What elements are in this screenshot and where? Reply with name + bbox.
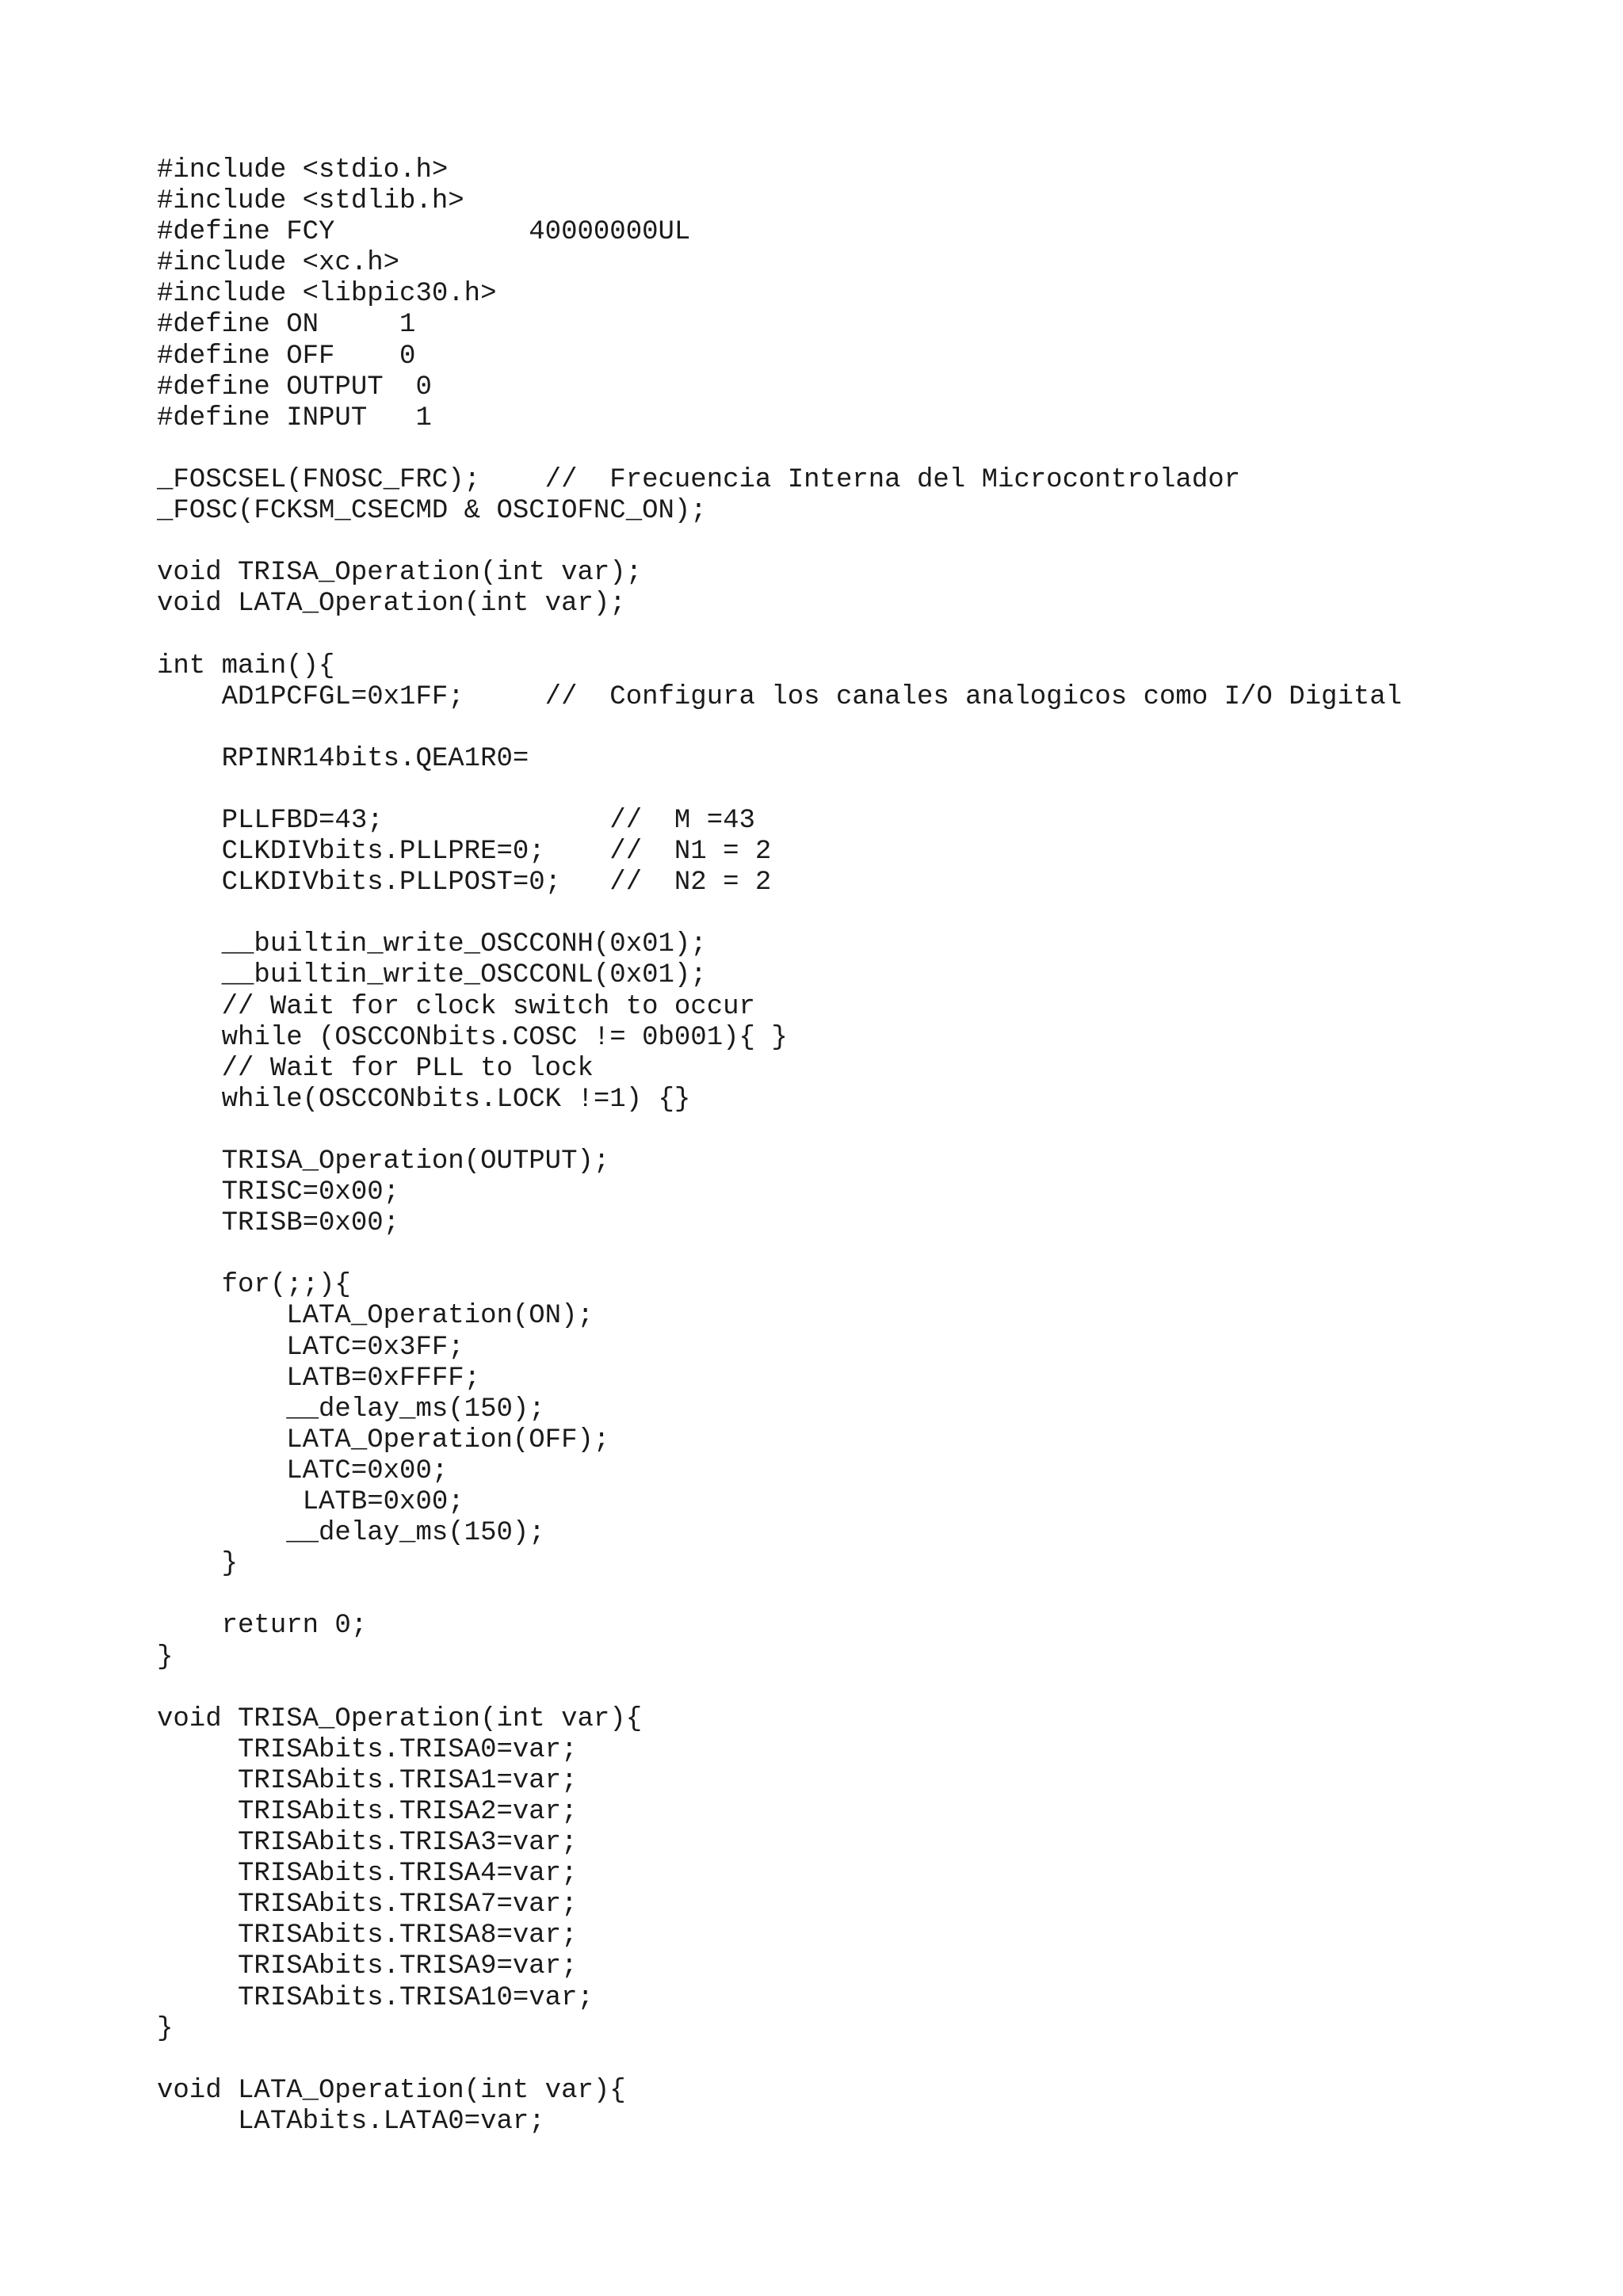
code-line: TRISAbits.TRISA0=var;: [157, 1734, 578, 1765]
code-line: while(OSCCONbits.LOCK !=1) {}: [157, 1084, 691, 1115]
code-line: CLKDIVbits.PLLPRE=0; // N1 = 2: [157, 837, 772, 868]
code-line: LATA_Operation(OFF);: [157, 1425, 610, 1455]
code-line: void LATA_Operation(int var);: [157, 589, 626, 620]
code-line: _FOSCSEL(FNOSC_FRC); // Frecuencia Interna del Microcontrolador: [157, 464, 1241, 495]
code-line: AD1PCFGL=0x1FF; // Configura los canales analogicos como I/O Digital: [157, 681, 1403, 712]
code-line: [157, 713, 1583, 744]
code-line: LATC=0x3FF;: [157, 1332, 464, 1363]
code-line: TRISAbits.TRISA9=var;: [157, 1951, 578, 1982]
code-line: void TRISA_Operation(int var){: [157, 1703, 643, 1734]
code-line: [157, 434, 1583, 465]
code-line: #include <libpic30.h>: [157, 279, 497, 310]
code-line: __delay_ms(150);: [157, 1518, 545, 1549]
code-line: TRISC=0x00;: [157, 1177, 400, 1208]
code-line: TRISB=0x00;: [157, 1208, 400, 1239]
code-line: return 0;: [157, 1611, 368, 1642]
code-line: TRISAbits.TRISA3=var;: [157, 1828, 578, 1859]
code-line: LATAbits.LATA0=var;: [157, 2106, 545, 2137]
code-line: }: [157, 1642, 174, 1672]
code-line: void LATA_Operation(int var){: [157, 2075, 626, 2106]
code-line: #include <xc.h>: [157, 248, 400, 279]
code-line: #define INPUT 1: [157, 402, 432, 433]
code-line: [157, 2045, 1583, 2076]
code-line: for(;;){: [157, 1270, 351, 1301]
code-line: TRISAbits.TRISA10=var;: [157, 1982, 594, 2013]
code-line: CLKDIVbits.PLLPOST=0; // N2 = 2: [157, 868, 772, 898]
code-line: LATB=0xFFFF;: [157, 1363, 481, 1394]
code-line: [157, 1673, 1583, 1704]
code-line: [157, 1239, 1583, 1270]
code-line: [157, 775, 1583, 806]
code-line: int main(){: [157, 650, 335, 681]
code-line: TRISAbits.TRISA1=var;: [157, 1765, 578, 1796]
code-line: // Wait for clock switch to occur: [157, 991, 755, 1022]
code-line: LATA_Operation(ON);: [157, 1301, 594, 1332]
code-line: // Wait for PLL to lock: [157, 1053, 594, 1084]
code-line: #include <stdio.h>: [157, 155, 449, 185]
code-line: [157, 898, 1583, 929]
code-line: }: [157, 1549, 239, 1580]
code-line: __delay_ms(150);: [157, 1394, 545, 1425]
code-line: #define FCY 40000000UL: [157, 217, 691, 248]
code-line: #define OFF 0: [157, 341, 416, 372]
code-line: #define OUTPUT 0: [157, 372, 432, 402]
code-line: while (OSCCONbits.COSC != 0b001){ }: [157, 1022, 788, 1053]
code-line: [157, 1580, 1583, 1611]
code-line: #include <stdlib.h>: [157, 186, 464, 217]
code-line: TRISAbits.TRISA7=var;: [157, 1890, 578, 1920]
code-line: TRISA_Operation(OUTPUT);: [157, 1146, 610, 1177]
code-line: _FOSC(FCKSM_CSECMD & OSCIOFNC_ON);: [157, 496, 707, 527]
code-line: [157, 527, 1583, 558]
code-line: #define ON 1: [157, 310, 416, 341]
code-line: TRISAbits.TRISA4=var;: [157, 1859, 578, 1890]
code-line: void TRISA_Operation(int var);: [157, 558, 643, 589]
code-line: RPINR14bits.QEA1R0=: [157, 743, 529, 774]
code-line: TRISAbits.TRISA8=var;: [157, 1920, 578, 1951]
code-line: TRISAbits.TRISA2=var;: [157, 1796, 578, 1827]
code-line: [157, 1116, 1583, 1146]
code-listing: [157, 155, 1583, 2138]
code-line: [157, 620, 1583, 650]
code-line: }: [157, 2013, 174, 2044]
code-line: __builtin_write_OSCCONL(0x01);: [157, 960, 707, 991]
code-line: __builtin_write_OSCCONH(0x01);: [157, 929, 707, 960]
code-line: LATC=0x00;: [157, 1455, 449, 1486]
code-line: PLLFBD=43; // M =43: [157, 805, 755, 836]
code-line: LATB=0x00;: [157, 1487, 464, 1518]
